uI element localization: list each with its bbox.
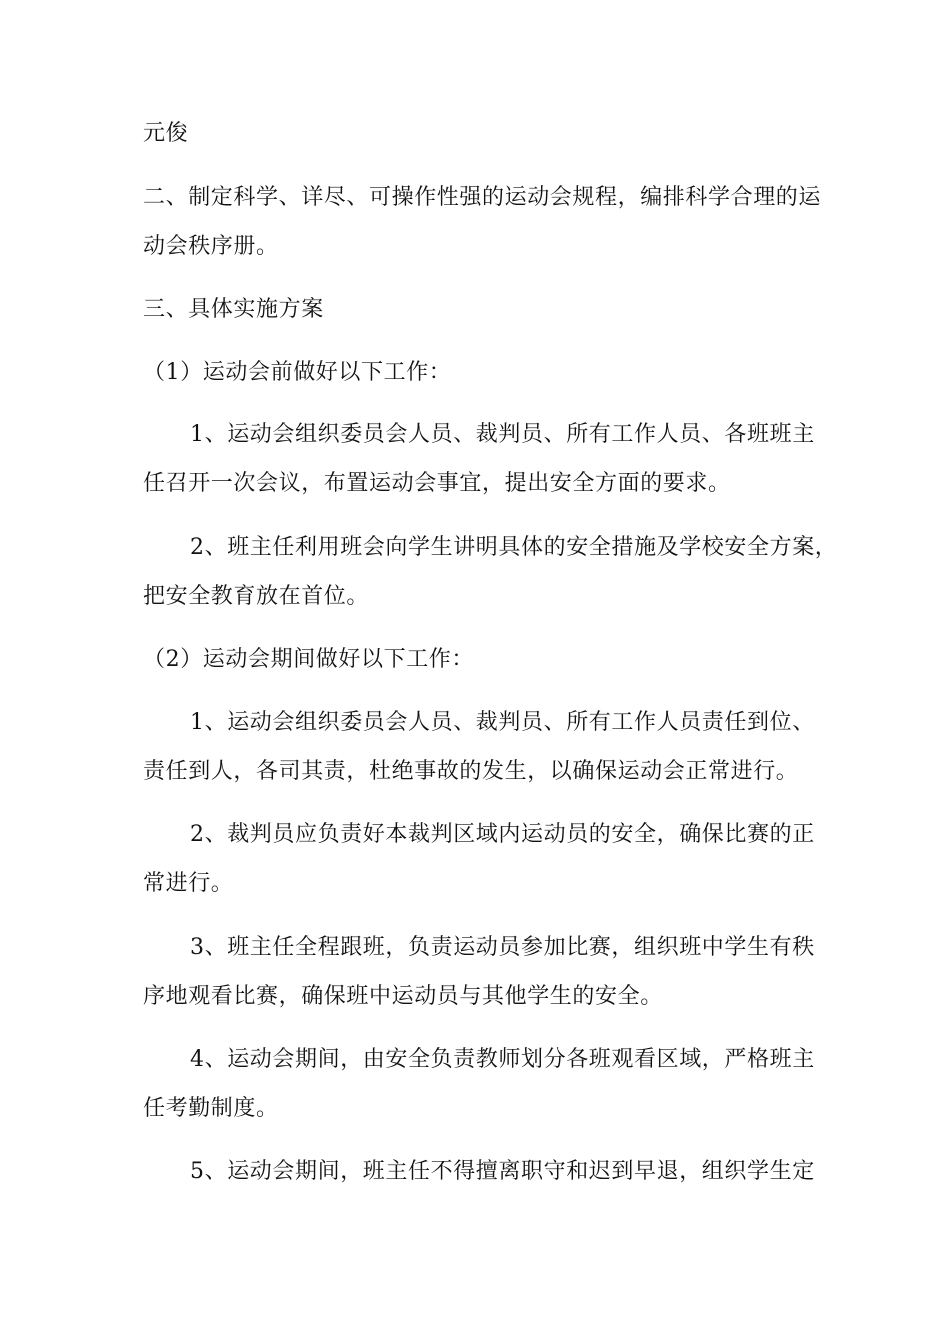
paragraph-line: 把安全教育放在首位。 [143, 584, 370, 609]
text-line: 动会秩序册。 [143, 234, 279, 259]
text-line: 元俊 [143, 121, 189, 146]
paragraph-line: 1、运动会组织委员会人员、裁判员、所有工作人员责任到位、 [190, 710, 815, 735]
section-heading: 二、制定科学、详尽、可操作性强的运动会规程，编排科学合理的运 [143, 185, 822, 210]
paragraph-line: 5、运动会期间，班主任不得擅离职守和迟到早退，组织学生定 [190, 1159, 815, 1184]
paragraph-line: 1、运动会组织委员会人员、裁判员、所有工作人员、各班班主 [190, 422, 815, 447]
paragraph-line: 任召开一次会议，布置运动会事宜，提出安全方面的要求。 [143, 471, 731, 496]
paragraph-line: 序地观看比赛，确保班中运动员与其他学生的安全。 [143, 984, 663, 1009]
paragraph-line: 2、班主任利用班会向学生讲明具体的安全措施及学校安全方案， [190, 535, 838, 560]
paragraph-line: 2、裁判员应负责好本裁判区域内运动员的安全，确保比赛的正 [190, 822, 815, 847]
subsection-heading: （2）运动会期间做好以下工作： [143, 647, 474, 672]
section-heading: 三、具体实施方案 [143, 297, 324, 322]
paragraph-line: 责任到人，各司其责，杜绝事故的发生，以确保运动会正常进行。 [143, 759, 799, 784]
paragraph-line: 常进行。 [143, 871, 234, 896]
subsection-heading: （1）运动会前做好以下工作： [143, 360, 452, 385]
paragraph-line: 4、运动会期间，由安全负责教师划分各班观看区域，严格班主 [190, 1047, 815, 1072]
paragraph-line: 3、班主任全程跟班，负责运动员参加比赛，组织班中学生有秩 [190, 935, 815, 960]
paragraph-line: 任考勤制度。 [143, 1096, 279, 1121]
